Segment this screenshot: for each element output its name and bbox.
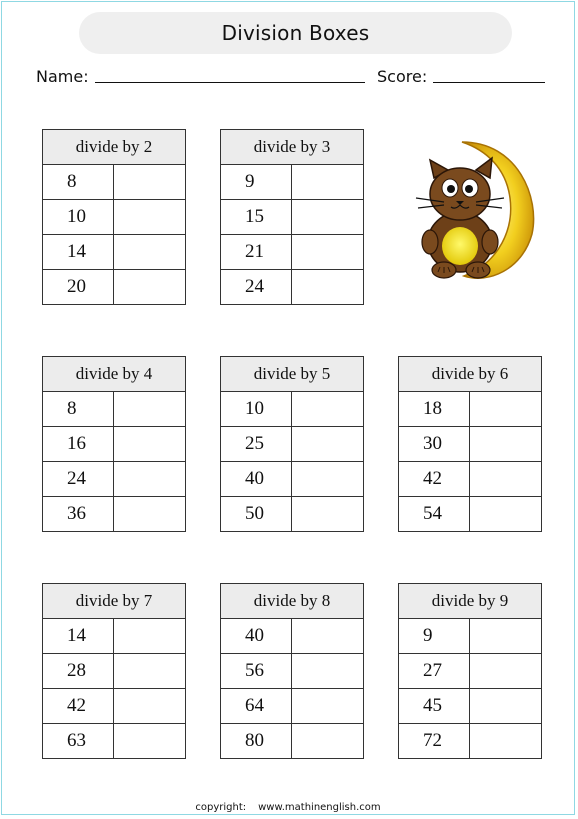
answer-cell[interactable] — [470, 392, 541, 426]
worksheet-page — [1, 1, 575, 815]
division-box-7 — [42, 583, 186, 759]
footer — [2, 802, 574, 813]
table-row — [43, 619, 185, 654]
answer-cell[interactable] — [292, 270, 363, 304]
table-row — [399, 689, 541, 724]
table-row — [221, 165, 363, 200]
division-box-8 — [220, 583, 364, 759]
answer-cell[interactable] — [114, 392, 185, 426]
answer-cell[interactable] — [470, 654, 541, 688]
table-row — [399, 462, 541, 497]
answer-cell[interactable] — [114, 654, 185, 688]
answer-cell[interactable] — [292, 689, 363, 723]
box-heading: divide by 8 — [221, 584, 363, 619]
dividend: 40 — [221, 619, 292, 653]
division-box-2 — [42, 129, 186, 305]
dividend: 40 — [221, 462, 292, 496]
name-label: Name: — [36, 67, 89, 86]
worksheet-title: Division Boxes — [79, 12, 512, 54]
table-row — [399, 724, 541, 758]
answer-cell[interactable] — [114, 270, 185, 304]
table-row — [43, 654, 185, 689]
box-heading: divide by 3 — [221, 130, 363, 165]
answer-cell[interactable] — [292, 654, 363, 688]
answer-cell[interactable] — [114, 497, 185, 531]
table-row — [221, 654, 363, 689]
box-heading: divide by 6 — [399, 357, 541, 392]
answer-cell[interactable] — [470, 462, 541, 496]
answer-cell[interactable] — [470, 689, 541, 723]
answer-cell[interactable] — [470, 497, 541, 531]
dividend: 8 — [43, 392, 114, 426]
box-heading: divide by 4 — [43, 357, 185, 392]
answer-cell[interactable] — [114, 165, 185, 199]
dividend: 24 — [43, 462, 114, 496]
answer-cell[interactable] — [292, 462, 363, 496]
table-row — [221, 619, 363, 654]
dividend: 42 — [43, 689, 114, 723]
dividend: 30 — [399, 427, 470, 461]
box-heading: divide by 2 — [43, 130, 185, 165]
answer-cell[interactable] — [292, 724, 363, 758]
table-row — [221, 689, 363, 724]
table-row — [221, 270, 363, 304]
table-row — [221, 462, 363, 497]
dividend: 27 — [399, 654, 470, 688]
website-link[interactable]: www.mathinenglish.com — [258, 802, 381, 813]
answer-cell[interactable] — [470, 619, 541, 653]
dividend: 21 — [221, 235, 292, 269]
name-field[interactable] — [36, 62, 365, 86]
table-row — [221, 427, 363, 462]
dividend: 8 — [43, 165, 114, 199]
dividend: 54 — [399, 497, 470, 531]
answer-cell[interactable] — [292, 619, 363, 653]
dividend: 63 — [43, 724, 114, 758]
answer-cell[interactable] — [114, 462, 185, 496]
dividend: 25 — [221, 427, 292, 461]
table-row — [399, 654, 541, 689]
name-blank-line[interactable] — [95, 82, 365, 83]
table-row — [221, 724, 363, 758]
table-row — [43, 462, 185, 497]
answer-cell[interactable] — [292, 200, 363, 234]
table-row — [43, 200, 185, 235]
table-row — [221, 200, 363, 235]
table-row — [221, 497, 363, 531]
cat-on-moon-icon — [414, 138, 542, 284]
table-row — [399, 497, 541, 531]
dividend: 18 — [399, 392, 470, 426]
answer-cell[interactable] — [114, 619, 185, 653]
answer-cell[interactable] — [292, 427, 363, 461]
score-field[interactable] — [377, 62, 545, 86]
table-row — [43, 392, 185, 427]
division-box-6 — [398, 356, 542, 532]
dividend: 28 — [43, 654, 114, 688]
division-box-4 — [42, 356, 186, 532]
table-row — [43, 427, 185, 462]
dividend: 56 — [221, 654, 292, 688]
answer-cell[interactable] — [292, 165, 363, 199]
dividend: 16 — [43, 427, 114, 461]
dividend: 80 — [221, 724, 292, 758]
division-box-5 — [220, 356, 364, 532]
box-heading: divide by 5 — [221, 357, 363, 392]
table-row — [43, 270, 185, 304]
answer-cell[interactable] — [292, 497, 363, 531]
dividend: 10 — [221, 392, 292, 426]
table-row — [221, 392, 363, 427]
answer-cell[interactable] — [292, 392, 363, 426]
dividend: 45 — [399, 689, 470, 723]
dividend: 20 — [43, 270, 114, 304]
table-row — [43, 165, 185, 200]
answer-cell[interactable] — [114, 689, 185, 723]
division-box-3 — [220, 129, 364, 305]
table-row — [43, 497, 185, 531]
box-heading: divide by 7 — [43, 584, 185, 619]
score-label: Score: — [377, 67, 428, 86]
dividend: 15 — [221, 200, 292, 234]
answer-cell[interactable] — [114, 724, 185, 758]
table-row — [43, 724, 185, 758]
dividend: 36 — [43, 497, 114, 531]
table-row — [399, 427, 541, 462]
copyright-label: copyright: — [195, 802, 247, 813]
answer-cell[interactable] — [470, 427, 541, 461]
table-row — [43, 235, 185, 270]
dividend: 14 — [43, 619, 114, 653]
box-heading: divide by 9 — [399, 584, 541, 619]
dividend: 9 — [221, 165, 292, 199]
answer-cell[interactable] — [292, 235, 363, 269]
table-row — [399, 392, 541, 427]
answer-cell[interactable] — [114, 200, 185, 234]
answer-cell[interactable] — [114, 235, 185, 269]
table-row — [399, 619, 541, 654]
dividend: 64 — [221, 689, 292, 723]
table-row — [43, 689, 185, 724]
dividend: 24 — [221, 270, 292, 304]
division-box-9 — [398, 583, 542, 759]
dividend: 9 — [399, 619, 470, 653]
dividend: 14 — [43, 235, 114, 269]
score-blank-line[interactable] — [433, 82, 545, 83]
dividend: 72 — [399, 724, 470, 758]
answer-cell[interactable] — [114, 427, 185, 461]
dividend: 42 — [399, 462, 470, 496]
dividend: 50 — [221, 497, 292, 531]
table-row — [221, 235, 363, 270]
answer-cell[interactable] — [470, 724, 541, 758]
dividend: 10 — [43, 200, 114, 234]
